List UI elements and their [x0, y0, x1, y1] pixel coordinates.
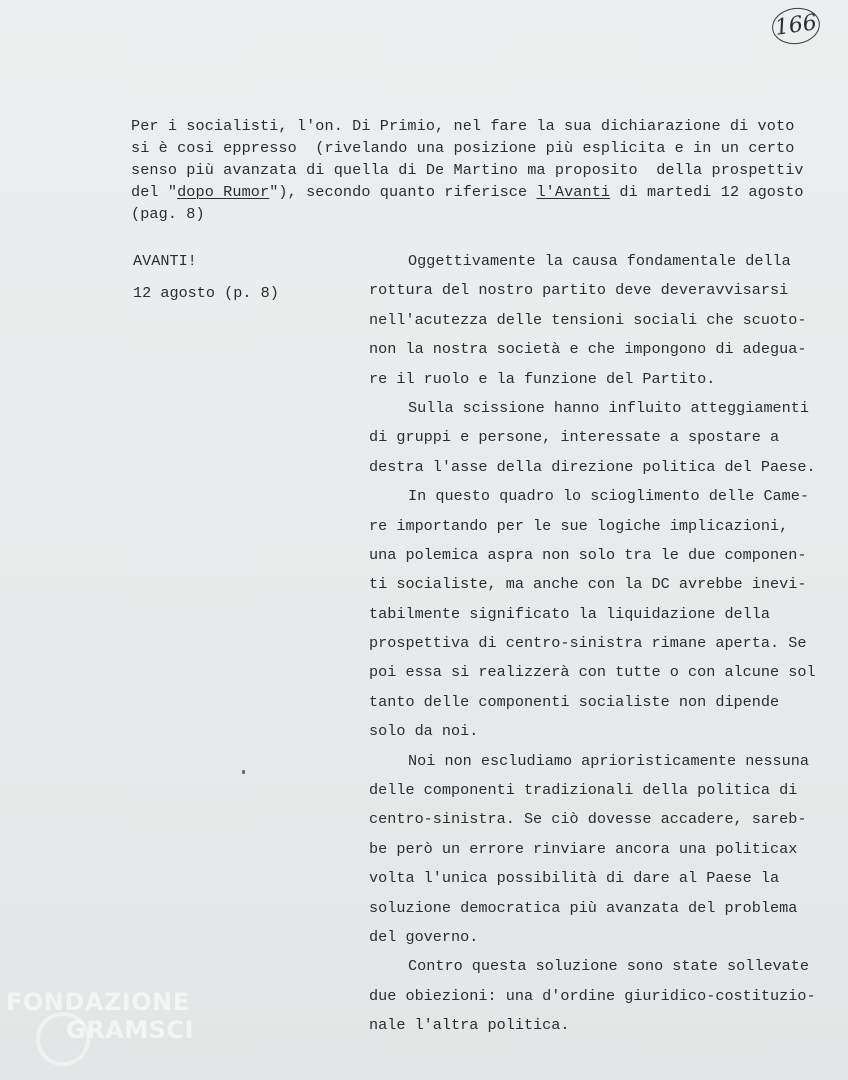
intro-paragraph	[131, 115, 846, 225]
body-line: In questo quadro lo scioglimento delle Came-	[408, 487, 810, 506]
intro-fragment: di martedi 12 agosto	[610, 183, 804, 201]
body-line: be però un errore rinviare ancora una politicax	[369, 839, 798, 858]
page-number: 166	[770, 5, 823, 47]
body-line: prospettiva di centro-sinistra rimane aperta. Se	[369, 634, 807, 653]
intro-line: si è cosi eppresso (rivelando una posizione più esplicita e in un certo	[131, 139, 795, 157]
body-line: Oggettivamente la causa fondamentale della	[408, 252, 791, 270]
body-line: destra l'asse della direzione politica del Paese.	[369, 457, 816, 476]
body-line: re importando per le sue logiche implicazioni,	[369, 516, 789, 535]
body-line: soluzione democratica più avanzata del problema	[369, 898, 798, 917]
watermark-logo	[6, 988, 216, 1068]
body-line: due obiezioni: una d'ordine giuridico-costituzio-	[369, 986, 816, 1005]
body-line: una polemica aspra non solo tra le due componen-	[369, 545, 807, 564]
intro-line: Per i socialisti, l'on. Di Primio, nel fare la sua dichiarazione di voto	[131, 117, 795, 135]
body-line: ti socialiste, ma anche con la DC avrebbe inevi-	[369, 575, 807, 594]
body-line: del governo.	[369, 927, 479, 946]
quoted-text	[369, 250, 845, 1044]
body-line: di gruppi e persone, interessate a spostare a	[369, 428, 780, 447]
body-line: centro-sinistra. Se ciò dovesse accadere, sareb-	[369, 810, 807, 829]
body-line: rottura del nostro partito deve deveravvisarsi	[369, 281, 789, 300]
underlined-newspaper: l'Avanti	[536, 183, 611, 201]
body-line: volta l'unica possibilità di dare al Paese la	[369, 869, 780, 888]
intro-line: senso più avanzata di quella di De Martino ma proposito della prospettiv	[131, 161, 804, 179]
ink-mark	[242, 770, 245, 774]
source-label: AVANTI!	[133, 252, 197, 270]
source-date: 12 agosto (p. 8)	[133, 284, 279, 302]
body-line: nell'acutezza delle tensioni sociali che scuoto-	[369, 310, 807, 329]
body-line: tabilmente significato la liquidazione della	[369, 604, 771, 623]
intro-fragment: "), secondo quanto riferisce	[269, 183, 537, 201]
body-line: non la nostra società e che impongono di adegua-	[369, 340, 807, 359]
body-line: solo da noi.	[369, 722, 479, 741]
underlined-title: dopo Rumor	[177, 183, 270, 201]
intro-fragment: del "	[131, 183, 178, 201]
body-line: poi essa si realizzerà con tutte o con alcune sol	[369, 663, 816, 682]
watermark-line2: GRAMSCI	[66, 1016, 194, 1044]
intro-line: (pag. 8)	[131, 205, 205, 223]
body-line: delle componenti tradizionali della politica di	[369, 781, 798, 800]
body-line: nale l'altra politica.	[369, 1016, 570, 1035]
intro-line	[131, 181, 846, 203]
body-line: tanto delle componenti socialiste non dipende	[369, 692, 780, 711]
watermark-line1: FONDAZIONE	[6, 988, 190, 1016]
body-line: Contro questa soluzione sono state sollevate	[408, 957, 810, 976]
body-line: re il ruolo e la funzione del Partito.	[369, 369, 716, 388]
body-line: Noi non escludiamo aprioristicamente nessuna	[408, 751, 810, 770]
body-line: Sulla scissione hanno influito atteggiamenti	[408, 398, 810, 417]
